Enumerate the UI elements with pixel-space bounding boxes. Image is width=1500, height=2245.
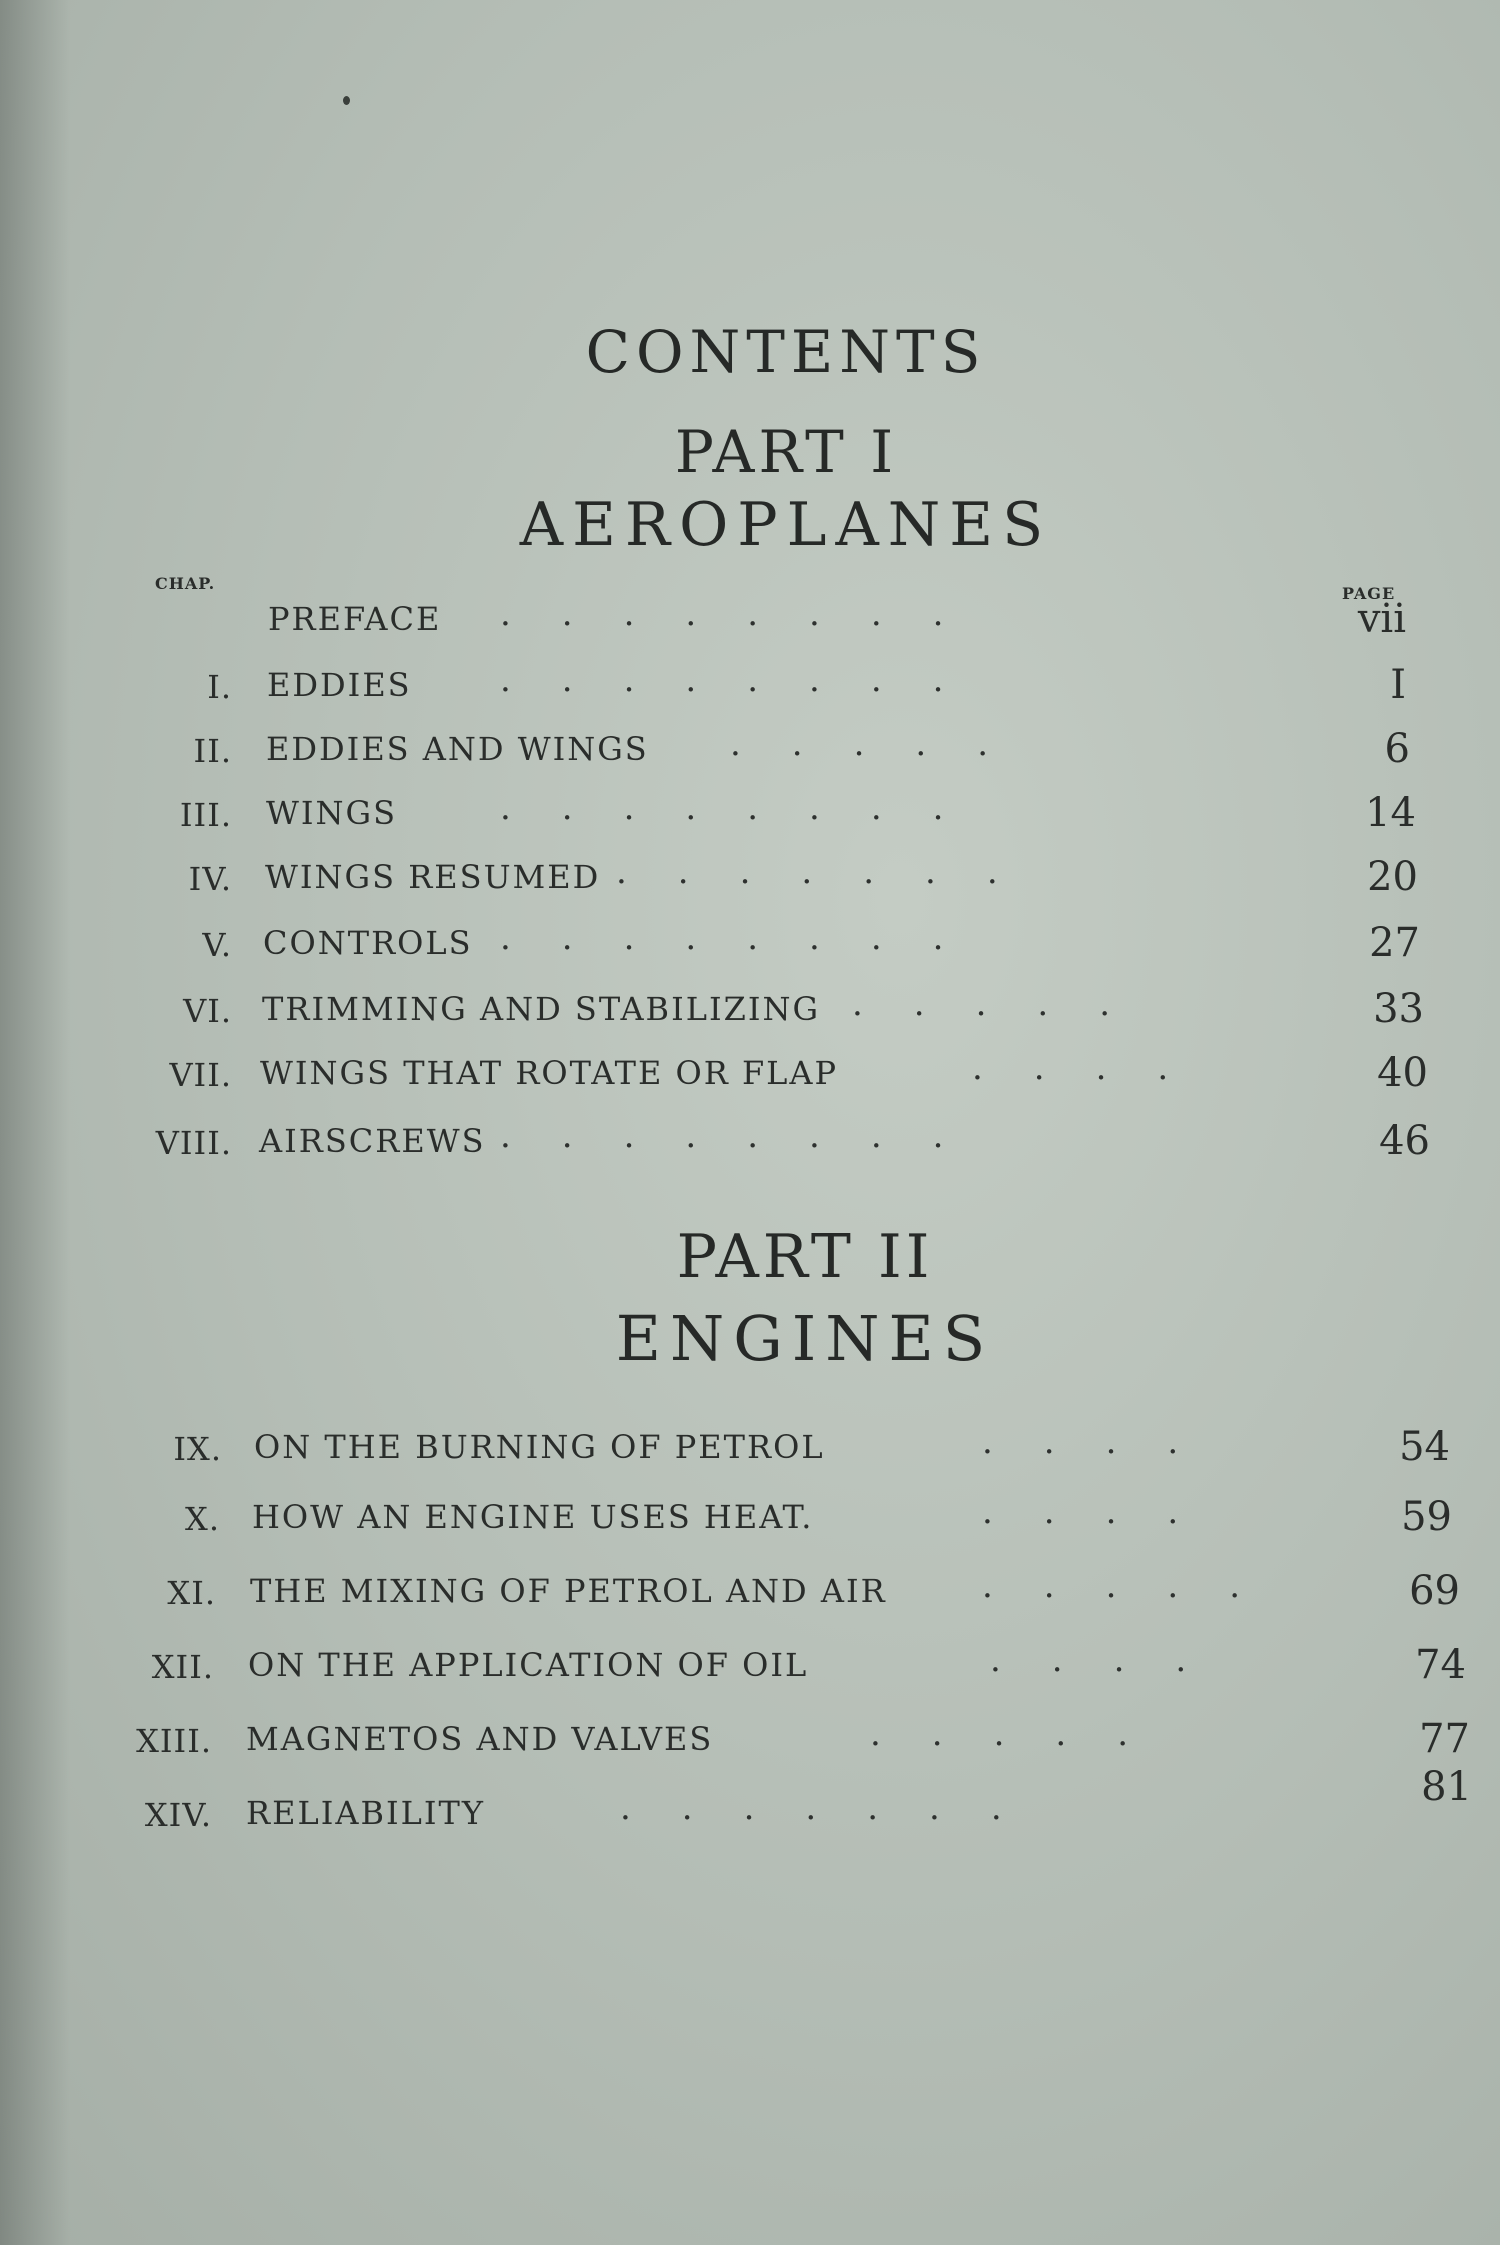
toc-entry[interactable] bbox=[0, 1714, 1500, 1764]
part2-heading: PART II bbox=[676, 1222, 934, 1292]
part2-subheading: ENGINES bbox=[615, 1302, 995, 1375]
page-number: 46 bbox=[1379, 1118, 1430, 1164]
chapter-title: TRIMMING AND STABILIZING bbox=[262, 990, 821, 1028]
chapter-number: I. bbox=[207, 668, 232, 706]
chapter-title: ON THE BURNING OF PETROL bbox=[254, 1428, 825, 1466]
chapter-title: WINGS THAT ROTATE OR FLAP bbox=[260, 1054, 839, 1092]
page-number: 40 bbox=[1377, 1050, 1428, 1096]
dot-leader: . . . . bbox=[982, 1492, 1179, 1532]
chapter-number: VIII. bbox=[155, 1124, 232, 1162]
chapter-title: RELIABILITY bbox=[246, 1794, 485, 1832]
chapter-title: EDDIES bbox=[267, 666, 412, 704]
toc-entry[interactable] bbox=[0, 1116, 1500, 1166]
toc-entry[interactable] bbox=[0, 788, 1500, 838]
page-column-label: PAGE bbox=[1342, 584, 1396, 603]
part1-heading: PART I bbox=[674, 418, 898, 486]
chapter-number: VII. bbox=[169, 1056, 232, 1094]
dot-leader: . . . . . bbox=[852, 984, 1111, 1024]
toc-entry[interactable] bbox=[0, 1422, 1500, 1472]
dot-leader: . . . . . . . . bbox=[500, 660, 944, 700]
page-number: 77 bbox=[1419, 1716, 1470, 1762]
chapter-title: WINGS RESUMED bbox=[265, 858, 601, 896]
toc-entry[interactable] bbox=[0, 1048, 1500, 1098]
page-number: 6 bbox=[1384, 726, 1410, 772]
chapter-column-label: CHAP. bbox=[155, 574, 216, 593]
chapter-number: XI. bbox=[167, 1574, 216, 1612]
chapter-title: THE MIXING OF PETROL AND AIR bbox=[250, 1572, 887, 1610]
chapter-number: XIV. bbox=[144, 1796, 212, 1834]
page-number: 69 bbox=[1409, 1568, 1460, 1614]
page-number: 74 bbox=[1415, 1642, 1466, 1688]
chapter-number: X. bbox=[185, 1500, 220, 1538]
toc-entry[interactable] bbox=[0, 918, 1500, 968]
dot-leader: . . . . . bbox=[870, 1714, 1129, 1754]
page-number: 33 bbox=[1373, 986, 1424, 1032]
chapter-title: WINGS bbox=[266, 794, 398, 832]
toc-entry[interactable] bbox=[0, 594, 1500, 644]
page-number: 81 bbox=[1421, 1764, 1472, 1810]
dot-leader: . . . . . . . bbox=[620, 1788, 1002, 1828]
dot-leader: . . . . . . . bbox=[616, 852, 998, 892]
dot-leader: . . . . . bbox=[982, 1566, 1241, 1606]
page-number: 59 bbox=[1401, 1494, 1452, 1540]
dot-leader: . . . . . . . . bbox=[500, 788, 944, 828]
dot-leader: . . . . bbox=[990, 1640, 1187, 1680]
chapter-title: EDDIES AND WINGS bbox=[266, 730, 649, 768]
chapter-number: XIII. bbox=[136, 1722, 212, 1760]
chapter-number: V. bbox=[202, 926, 232, 964]
page-number: I bbox=[1390, 662, 1406, 708]
page-number: 20 bbox=[1367, 854, 1418, 900]
page-number: 54 bbox=[1399, 1424, 1450, 1470]
chapter-number: IX. bbox=[173, 1430, 222, 1468]
page-number: 14 bbox=[1365, 790, 1416, 836]
chapter-number: IV. bbox=[188, 860, 232, 898]
chapter-number: II. bbox=[193, 732, 232, 770]
toc-entry[interactable] bbox=[0, 852, 1500, 902]
chapter-title: MAGNETOS AND VALVES bbox=[246, 1720, 714, 1758]
contents-title: CONTENTS bbox=[585, 318, 987, 386]
chapter-number: VI. bbox=[183, 992, 232, 1030]
chapter-title: PREFACE bbox=[268, 600, 442, 638]
toc-entry[interactable] bbox=[0, 1566, 1500, 1616]
chapter-title: AIRSCREWS bbox=[259, 1122, 486, 1160]
dot-leader: . . . . bbox=[982, 1422, 1179, 1462]
dot-leader: . . . . . . . . bbox=[500, 1116, 944, 1156]
dot-leader: . . . . . . . . bbox=[500, 594, 944, 634]
paper-speck bbox=[343, 96, 350, 105]
page-number: vii bbox=[1357, 596, 1406, 642]
chapter-title: CONTROLS bbox=[263, 924, 473, 962]
toc-entry[interactable] bbox=[0, 1492, 1500, 1542]
page-number: 27 bbox=[1369, 920, 1420, 966]
chapter-title: ON THE APPLICATION OF OIL bbox=[248, 1646, 809, 1684]
toc-entry[interactable] bbox=[0, 1640, 1500, 1690]
chapter-title: HOW AN ENGINE USES HEAT. bbox=[252, 1498, 814, 1536]
toc-entry[interactable] bbox=[0, 1764, 1500, 1838]
chapter-number: XII. bbox=[151, 1648, 214, 1686]
dot-leader: . . . . bbox=[972, 1048, 1169, 1088]
dot-leader: . . . . . . . . bbox=[500, 918, 944, 958]
dot-leader: . . . . . bbox=[730, 724, 989, 764]
part1-subheading: AEROPLANES bbox=[519, 490, 1053, 560]
toc-entry[interactable] bbox=[0, 724, 1500, 774]
chapter-number: III. bbox=[179, 796, 232, 834]
toc-entry[interactable] bbox=[0, 984, 1500, 1034]
toc-entry[interactable] bbox=[0, 660, 1500, 710]
